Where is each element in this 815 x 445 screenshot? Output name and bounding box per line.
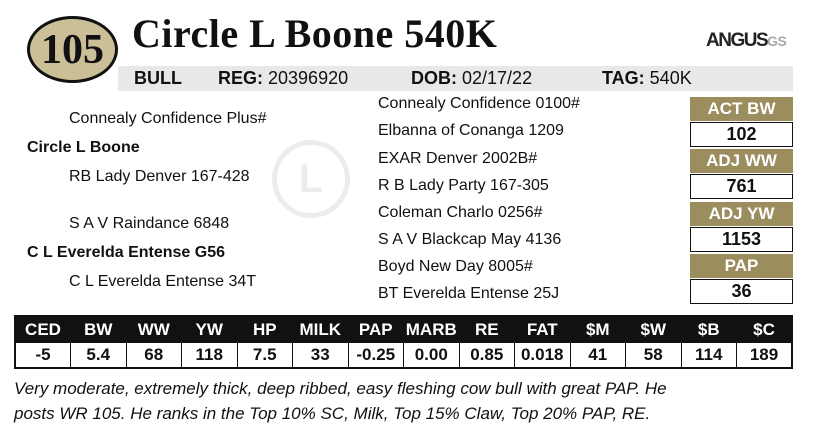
epd-header: CED bbox=[15, 316, 71, 343]
epd-header-row bbox=[15, 316, 792, 343]
great-grandparent: Coleman Charlo 0256# bbox=[378, 204, 543, 221]
epd-header: BW bbox=[71, 316, 127, 343]
angus-gs-logo bbox=[706, 30, 786, 52]
date-of-birth bbox=[411, 68, 532, 89]
sire: Circle L Boone bbox=[27, 139, 140, 156]
epd-value: -5 bbox=[15, 343, 71, 368]
great-grandparent: R B Lady Party 167-305 bbox=[378, 177, 549, 194]
epd-value: 0.85 bbox=[459, 343, 515, 368]
epd-header: FAT bbox=[515, 316, 571, 343]
reg-value: 20396920 bbox=[268, 68, 349, 88]
epd-header: PAP bbox=[348, 316, 404, 343]
epd-value: 189 bbox=[737, 343, 793, 368]
epd-table bbox=[14, 315, 793, 369]
dam: C L Everelda Entense G56 bbox=[27, 244, 226, 261]
lot-number: 105 bbox=[41, 26, 104, 73]
great-grandparent: Elbanna of Conanga 1209 bbox=[378, 122, 564, 139]
great-grandparent: BT Everelda Entense 25J bbox=[378, 285, 560, 302]
pap-label: PAP bbox=[690, 254, 793, 278]
circle-l-watermark-icon bbox=[272, 140, 350, 218]
comment-line: posts WR 105. He ranks in the Top 10% SC, Milk, Top 15% Claw, Top 20% PAP, RE. bbox=[14, 404, 651, 423]
epd-value: 5.4 bbox=[71, 343, 127, 368]
pap-value: 36 bbox=[690, 279, 793, 304]
logo-suffix: GS bbox=[767, 33, 787, 49]
epd-header: MARB bbox=[404, 316, 460, 343]
watermark-letter: L bbox=[298, 156, 324, 201]
epd-header: HP bbox=[237, 316, 293, 343]
epd-value-row bbox=[15, 343, 792, 368]
sire-sire: Connealy Confidence Plus# bbox=[69, 110, 267, 127]
sex-value: BULL bbox=[134, 68, 182, 88]
epd-value: 0.00 bbox=[404, 343, 460, 368]
epd-header: $C bbox=[737, 316, 793, 343]
epd-value: 41 bbox=[570, 343, 626, 368]
dam-dam: C L Everelda Entense 34T bbox=[69, 273, 257, 290]
epd-header: RE bbox=[459, 316, 515, 343]
reg-label: REG: bbox=[218, 68, 263, 88]
sale-comment bbox=[14, 376, 804, 426]
epd-value: 7.5 bbox=[237, 343, 293, 368]
epd-value: -0.25 bbox=[348, 343, 404, 368]
great-grandparent: Boyd New Day 8005# bbox=[378, 258, 533, 275]
act-bw-value: 102 bbox=[690, 122, 793, 147]
epd-header: $M bbox=[570, 316, 626, 343]
tag-label: TAG: bbox=[602, 68, 645, 88]
epd-value: 0.018 bbox=[515, 343, 571, 368]
dob-value: 02/17/22 bbox=[462, 68, 533, 88]
registration bbox=[218, 68, 348, 89]
great-grandparent: S A V Blackcap May 4136 bbox=[378, 231, 562, 248]
tag bbox=[602, 68, 692, 89]
epd-value: 58 bbox=[626, 343, 682, 368]
epd-value: 68 bbox=[126, 343, 182, 368]
epd-header: YW bbox=[182, 316, 238, 343]
sire-dam: RB Lady Denver 167-428 bbox=[69, 168, 250, 185]
info-bar bbox=[118, 66, 793, 91]
great-grandparent: EXAR Denver 2002B# bbox=[378, 150, 538, 167]
epd-value: 33 bbox=[293, 343, 349, 368]
logo-main: ANGUS bbox=[706, 30, 768, 51]
epd-value: 118 bbox=[182, 343, 238, 368]
epd-header: $B bbox=[681, 316, 737, 343]
comment-line: Very moderate, extremely thick, deep ribbed, easy fleshing cow bull with great PAP. He bbox=[14, 379, 667, 398]
great-grandparent: Connealy Confidence 0100# bbox=[378, 95, 580, 112]
adj-yw-value: 1153 bbox=[690, 227, 793, 252]
tag-value: 540K bbox=[649, 68, 692, 88]
adj-ww-value: 761 bbox=[690, 174, 793, 199]
adj-yw-label: ADJ YW bbox=[690, 202, 793, 226]
epd-header: MILK bbox=[293, 316, 349, 343]
adj-ww-label: ADJ WW bbox=[690, 149, 793, 173]
lot-number-badge bbox=[27, 16, 118, 83]
animal-name: Circle L Boone 540K bbox=[132, 11, 498, 56]
dam-sire: S A V Raindance 6848 bbox=[69, 215, 230, 232]
dob-label: DOB: bbox=[411, 68, 457, 88]
epd-header: $W bbox=[626, 316, 682, 343]
epd-value: 114 bbox=[681, 343, 737, 368]
act-bw-label: ACT BW bbox=[690, 97, 793, 121]
epd-header: WW bbox=[126, 316, 182, 343]
